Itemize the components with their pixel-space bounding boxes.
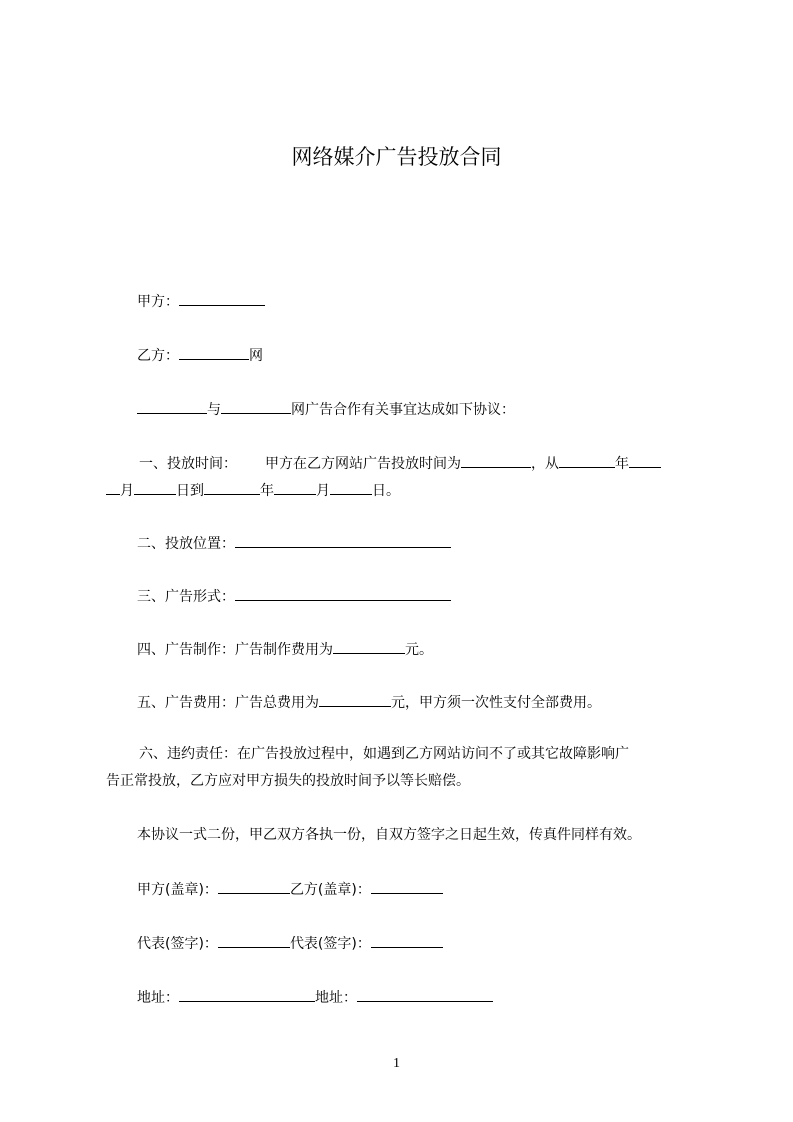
clause1-to-month-blank xyxy=(274,480,316,495)
clause1-from-year-blank xyxy=(559,453,615,468)
address-b-blank xyxy=(357,987,493,1002)
clause1-from-month-blank-a xyxy=(629,453,661,468)
clause5-suffix: 元，甲方须一次性支付全部费用。 xyxy=(391,695,601,711)
rep-b-label: 代表(签字)： xyxy=(289,936,371,952)
address-a-label: 地址： xyxy=(137,990,179,1006)
clause1-from-day-blank xyxy=(134,480,176,495)
party-a-seal-label: 甲方(盖章)： xyxy=(137,882,218,898)
rep-b-blank xyxy=(371,933,443,948)
closing-statement: 本协议一式二份，甲乙双方各执一份，自双方签字之日起生效，传真件同样有效。 xyxy=(137,827,641,843)
address-line xyxy=(137,987,493,1008)
address-b-label: 地址： xyxy=(315,990,357,1006)
clause5-line xyxy=(137,692,601,713)
clause1-day-to: 日到 xyxy=(176,483,204,499)
intro-blank-a xyxy=(137,399,207,414)
clause3-line xyxy=(137,586,451,607)
clause2-label: 二、投放位置： xyxy=(137,536,235,552)
document-title: 网络媒介广告投放合同 xyxy=(291,145,502,169)
clause1-day-end: 日。 xyxy=(372,483,400,499)
intro-connector: 与 xyxy=(207,402,221,418)
party-b-label: 乙方： xyxy=(137,348,179,364)
clause1-text: 甲方在乙方网站广告投放时间为 xyxy=(265,456,461,472)
clause1-month: 月 xyxy=(120,483,134,499)
clause6-line1: 六、违约责任：在广告投放过程中，如遇到乙方网站访问不了或其它故障影响广 xyxy=(139,746,629,762)
party-a-label: 甲方： xyxy=(137,294,179,310)
clause4-suffix: 元。 xyxy=(405,642,433,658)
clause1-label: 一、投放时间： xyxy=(139,456,237,472)
rep-a-label: 代表(签字)： xyxy=(137,936,218,952)
party-a-seal-blank xyxy=(218,879,290,894)
clause4-line xyxy=(137,639,433,660)
party-b-suffix: 网 xyxy=(249,348,263,364)
party-a-line xyxy=(137,291,265,312)
clause1-line2 xyxy=(106,480,400,501)
clause2-line xyxy=(137,533,451,554)
clause1-to-year-blank xyxy=(204,480,260,495)
page-number: 1 xyxy=(393,1056,400,1071)
clause4-blank xyxy=(333,639,405,654)
party-b-line xyxy=(137,345,263,366)
seal-line xyxy=(137,879,443,900)
address-a-blank xyxy=(179,987,315,1002)
clause5-text: 五、广告费用：广告总费用为 xyxy=(137,695,319,711)
clause4-text: 四、广告制作：广告制作费用为 xyxy=(137,642,333,658)
representative-line xyxy=(137,933,443,954)
intro-line xyxy=(137,399,515,420)
clause1-to-day-blank xyxy=(330,480,372,495)
clause5-blank xyxy=(319,692,391,707)
party-a-blank xyxy=(179,291,265,306)
clause6-line2: 告正常投放，乙方应对甲方损失的投放时间予以等长赔偿。 xyxy=(106,773,470,789)
intro-text: 网广告合作有关事宜达成如下协议： xyxy=(291,402,515,418)
rep-a-blank xyxy=(218,933,290,948)
clause1-duration-blank xyxy=(461,453,531,468)
party-b-blank xyxy=(179,345,249,360)
clause3-blank xyxy=(235,586,451,601)
clause2-blank xyxy=(235,533,451,548)
clause1-from: ，从 xyxy=(531,456,559,472)
clause3-label: 三、广告形式： xyxy=(137,589,235,605)
clause1-year: 年 xyxy=(615,456,629,472)
intro-blank-b xyxy=(221,399,291,414)
party-b-seal-label: 乙方(盖章)： xyxy=(289,882,371,898)
clause1-from-month-blank-b xyxy=(106,480,120,495)
clause1-month-2: 月 xyxy=(316,483,330,499)
party-b-seal-blank xyxy=(371,879,443,894)
clause1-line1 xyxy=(139,453,661,474)
clause1-year-2: 年 xyxy=(260,483,274,499)
